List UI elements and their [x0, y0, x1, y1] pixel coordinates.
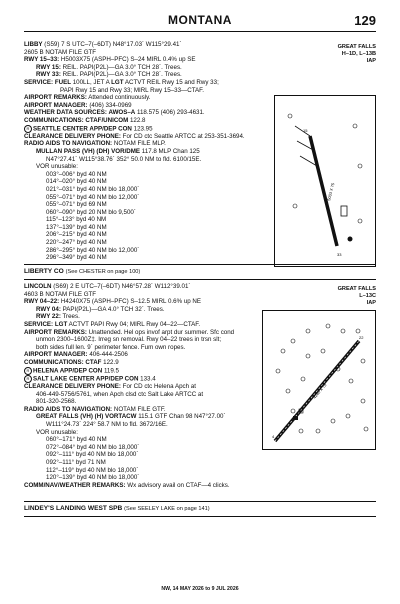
- lincoln-line: unmon 2300–1600Z‡. Irreg sn removal. Rwy 04–22 trees in trsn slt;: [36, 336, 222, 344]
- lincoln-line: 072°–084° byd 40 NM blo 18,000´: [46, 443, 140, 451]
- lincoln-rwy-dims: 4240 X 75: [311, 382, 328, 400]
- lincoln-line: RWY 04–22: H4240X75 (ASPH–PFC) S–12.5 MIRL 0.6% up NE: [24, 298, 202, 306]
- libby-line: AIRPORT REMARKS: Attended continuously.: [24, 94, 151, 102]
- lincoln-line: CLEARANCE DELIVERY PHONE: For CD ctc Helena Apch at: [24, 383, 196, 390]
- liberty-co-name: LIBERTY CO: [24, 268, 64, 275]
- liberty-co-entry: [24, 268, 376, 275]
- libby-line: LIBBY (S59) 7 S UTC–7(–6DT) N48°17.03´ W115°29.41´: [24, 41, 182, 48]
- lincoln-line: both sides full len. 9´ perimeter fence. Fum own ropes.: [36, 343, 186, 351]
- lincoln-line: W111°24.73´ 224° 58.7 NM to fld. 3672/16E.: [46, 420, 168, 428]
- separator-3: [24, 501, 376, 502]
- libby-line: 115°–123° byd 40 NM: [46, 216, 107, 224]
- lincoln-line: COMMUNICATIONS: CTAF 122.9: [24, 358, 119, 366]
- lincoln-line: RWY 04: PAPI(P2L)—GA 4.0° TCH 32´. Trees.: [36, 305, 165, 313]
- lincoln-line: 4603 B NOTAM FILE GTF: [24, 290, 97, 298]
- lincoln-entry: [24, 283, 376, 499]
- lincoln-line: R HELENA APP/DEP CON 119.5: [24, 367, 376, 375]
- lincoln-rwy-end-a: 4: [272, 434, 275, 439]
- lindeys-landing-note: (See SEELEY LAKE on page 141): [124, 506, 210, 512]
- radar-icon: R: [24, 125, 32, 133]
- lincoln-line: 060°–171° byd 40 NM: [46, 436, 107, 444]
- libby-line: 286°–295° byd 40 NM blo 12,000´: [46, 246, 140, 254]
- lindeys-landing-name: LINDEY'S LANDING WEST SPB: [24, 505, 123, 512]
- libby-line: 055°–071° byd 69 NM: [46, 201, 107, 209]
- lincoln-airport-diagram: [262, 310, 376, 450]
- lincoln-line: COMM/NAV/WEATHER REMARKS: Wx advisory avail on CTAF—4 clicks.: [24, 481, 230, 489]
- libby-line: 2605 B NOTAM FILE GTF: [24, 48, 97, 56]
- radar-icon: R: [24, 367, 32, 375]
- libby-line: 021°–031° byd 40 NM blo 18,000´: [46, 185, 140, 193]
- lincoln-line: LINCOLN (S69) 2 E UTC–7(–6DT) N46°57.28´ W112°39.01´: [24, 283, 191, 290]
- libby-chart-refs: [338, 44, 376, 65]
- lincoln-rwy-end-b: 22: [359, 335, 364, 340]
- libby-line: RADIO AIDS TO NAVIGATION: NOTAM FILE MLP.: [24, 140, 166, 148]
- lincoln-line: GREAT FALLS (VH) (H) VORTACW 115.1 GTF Chan 98 N47°27.00´: [36, 413, 226, 421]
- lincoln-line: 406-449-5756/5761, when Apch clsd ctc Salt Lake ARTCC at: [36, 390, 204, 398]
- lincoln-line: 801-320-2568.: [36, 398, 77, 406]
- libby-line: 060°–090° byd 20 NM blo 9,500´: [46, 208, 136, 216]
- libby-line: WEATHER DATA SOURCES: AWOS–A 118.575 (406) 293-4631.: [24, 109, 205, 117]
- libby-line: RWY 15: REIL. PAPI(P2L)—GA 3.0° TCH 28´. Trees.: [36, 63, 182, 71]
- lincoln-line: RADIO AIDS TO NAVIGATION: NOTAM FILE GTF.: [24, 405, 166, 413]
- lincoln-chart-ref: IAP: [366, 300, 376, 306]
- lincoln-line: 092°–111° byd 40 NM blo 18,000´: [46, 451, 139, 459]
- libby-line: RWY 15–33: H5003X75 (ASPH–PFC) S–24 MIRL 0.4% up SE: [24, 56, 196, 64]
- lincoln-line: 112°–119° byd 40 NM blo 18,000´: [46, 466, 139, 474]
- radar-icon: R: [24, 375, 32, 383]
- lincoln-chart-refs: [338, 286, 376, 307]
- libby-line: RWY 33: REIL. PAPI(P2L)—GA 3.0° TCH 28´. Trees.: [36, 71, 182, 79]
- libby-line: VOR unusable:: [36, 163, 78, 171]
- lincoln-line: 092°–111° byd 71 NM: [46, 458, 106, 466]
- libby-line: 055°–071° byd 40 NM blo 12,000´: [46, 193, 140, 201]
- libby-line: 137°–139° byd 40 NM: [46, 223, 107, 231]
- libby-line: 220°–247° byd 40 NM: [46, 239, 107, 247]
- libby-rwy-dims: 5003 X 75: [326, 182, 336, 202]
- liberty-co-note: (See CHESTER on page 100): [65, 269, 141, 275]
- libby-entry: [24, 41, 376, 261]
- state-title: MONTANA: [168, 13, 232, 27]
- separator-1: [24, 264, 376, 265]
- libby-line: 014°–020° byd 40 NM: [46, 178, 107, 186]
- libby-line: R SEATTLE CENTER APP/DEP CON 123.95: [24, 125, 376, 133]
- libby-rwy-end-b: 33: [337, 252, 342, 257]
- libby-rwy-end-a: 15: [303, 128, 308, 133]
- libby-line: AIRPORT MANAGER: (406) 334-0969: [24, 101, 132, 109]
- lincoln-line: R SALT LAKE CENTER APP/DEP CON 133.4: [24, 375, 376, 383]
- lincoln-line: AIRPORT REMARKS: Unattended. Hel ops invof arpt dur summer. Sfc cond: [24, 328, 235, 336]
- libby-line: 003°–006° byd 40 NM: [46, 170, 107, 178]
- libby-line: CLEARANCE DELIVERY PHONE: For CD ctc Seattle ARTCC at 253-351-3694.: [24, 132, 245, 140]
- separator-2: [24, 279, 376, 280]
- lincoln-line: SERVICE: LGT ACTVT PAPI Rwy 04; MIRL Rwy 04–22—CTAF.: [24, 320, 201, 328]
- lincoln-line: 120°–139° byd 40 NM blo 18,000´: [46, 474, 140, 482]
- lincoln-line: RWY 22: Trees.: [36, 313, 80, 321]
- libby-chart-ref: GREAT FALLS: [337, 44, 376, 50]
- lincoln-diagram-svg: [263, 311, 375, 449]
- page-header: [24, 13, 376, 32]
- lincoln-line: VOR unusable:: [36, 428, 78, 436]
- libby-line: SERVICE: FUEL 100LL, JET A LGT ACTVT REIL Rwy 15 and Rwy 33;: [24, 78, 219, 86]
- lindeys-landing-entry: [24, 505, 376, 512]
- libby-airport-diagram: [274, 95, 376, 267]
- lincoln-chart-ref: L–13C: [359, 293, 376, 299]
- effective-dates-footer: NW, 14 MAY 2026 to 9 JUL 2026: [161, 586, 239, 592]
- lincoln-line: AIRPORT MANAGER: 406-444-2506: [24, 351, 128, 359]
- libby-line: PAPI Rwy 15 and Rwy 33; MIRL Rwy 15–33—CTAF.: [60, 86, 204, 94]
- libby-line: 206°–215° byd 40 NM: [46, 231, 107, 239]
- libby-line: N47°27.41´ W115°38.76´ 352° 50.0 NM to fld. 6100/15E.: [46, 155, 202, 163]
- libby-chart-ref: H–1D, L–13B: [341, 51, 376, 57]
- libby-line: 296°–349° byd 40 NM: [46, 254, 107, 262]
- libby-line: COMMUNICATIONS: CTAF/UNICOM 122.8: [24, 116, 146, 124]
- libby-chart-ref: IAP: [366, 58, 376, 64]
- libby-line: MULLAN PASS (VH) (DH) VOR/DME 117.8 MLP Chan 125: [36, 147, 200, 155]
- lincoln-chart-ref: GREAT FALLS: [337, 286, 376, 292]
- libby-diagram-svg: [275, 96, 375, 266]
- separator-4: [24, 516, 376, 517]
- page-number: 129: [354, 13, 376, 28]
